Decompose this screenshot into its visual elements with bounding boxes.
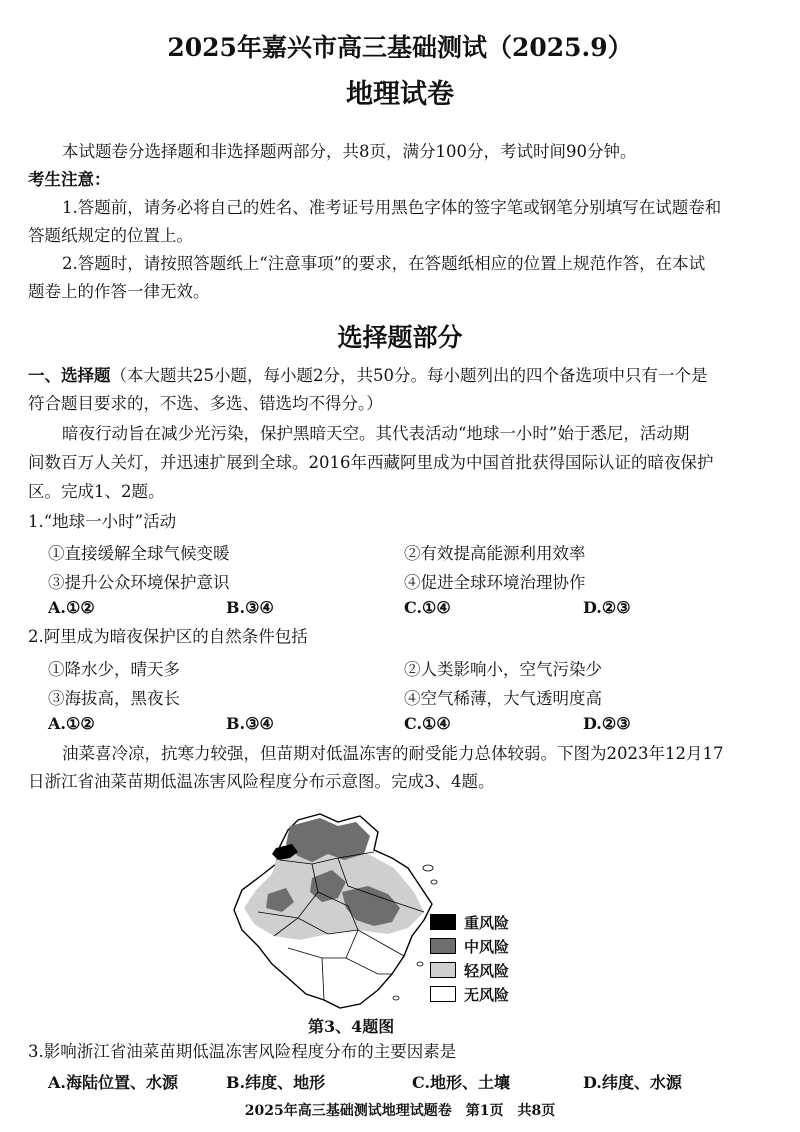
notice-item-2-line-2: 题卷上的作答一律无效。	[28, 282, 210, 301]
q3-option-d: D.纬度、水源	[583, 1073, 682, 1092]
q1-option-b: B.③④	[226, 598, 274, 617]
legend-swatch-high	[430, 914, 456, 930]
q2-statement-4: ④空气稀薄，大气透明度高	[404, 689, 602, 708]
passage1-line-1: 暗夜行动旨在减少光污染，保护黑暗天空。其代表活动“地球一小时”始于悉尼，活动期	[62, 424, 690, 443]
q1-stem: 1.“地球一小时”活动	[28, 512, 177, 531]
legend-label-light: 轻风险	[464, 962, 510, 980]
legend-swatch-medium	[430, 938, 456, 954]
q1-statement-4: ④促进全球环境治理协作	[404, 573, 586, 592]
legend-swatch-none	[430, 986, 456, 1002]
q1-statement-1: ①直接缓解全球气候变暖	[48, 544, 230, 563]
part1-desc: （本大题共25小题，每小题2分，共50分。每小题列出的四个备选项中只有一个是	[110, 366, 708, 385]
q3-option-b: B.纬度、地形	[226, 1073, 326, 1092]
passage1-line-2: 间数百万人关灯，并迅速扩展到全球。2016年西藏阿里成为中国首批获得国际认证的暗夜保护	[28, 453, 714, 472]
q2-statement-2: ②人类影响小，空气污染少	[404, 660, 602, 679]
q2-option-b: B.③④	[226, 714, 274, 733]
zhejiang-risk-map	[228, 808, 438, 1013]
q1-statement-2: ②有效提高能源利用效率	[404, 544, 586, 563]
q3-option-a: A.海陆位置、水源	[48, 1073, 178, 1092]
intro-text: 本试题卷分选择题和非选择题两部分，共8页，满分100分，考试时间90分钟。	[62, 142, 637, 161]
q2-option-a: A.①②	[48, 714, 95, 733]
part1-heading: 一、选择题	[28, 366, 111, 385]
q1-option-c: C.①④	[404, 598, 451, 617]
q2-option-c: C.①④	[404, 714, 451, 733]
q1-option-a: A.①②	[48, 598, 95, 617]
q2-statement-3: ③海拔高，黑夜长	[48, 689, 180, 708]
q2-statement-1: ①降水少，晴天多	[48, 660, 180, 679]
legend-label-high: 重风险	[464, 914, 510, 932]
part1-description-line-1	[28, 366, 708, 386]
q1-option-d: D.②③	[583, 598, 631, 617]
page-footer: 2025年高三基础测试地理试题卷 第1页 共8页	[244, 1103, 556, 1119]
notice-item-1-line-2: 答题纸规定的位置上。	[28, 226, 193, 245]
subject-title: 地理试卷	[346, 79, 454, 110]
notice-heading: 考生注意：	[28, 170, 111, 189]
legend-label-medium: 中风险	[464, 938, 510, 956]
q2-stem: 2.阿里成为暗夜保护区的自然条件包括	[28, 627, 308, 646]
figure-caption: 第3、4题图	[308, 1017, 395, 1036]
passage1-line-3: 区。完成1、2题。	[28, 482, 165, 501]
notice-item-1-line-1: 1.答题前，请务必将自己的姓名、准考证号用黑色字体的签字笔或钢笔分别填写在试题卷和	[62, 198, 722, 217]
legend-label-none: 无风险	[464, 986, 510, 1004]
q1-statement-3: ③提升公众环境保护意识	[48, 573, 230, 592]
part1-description-line-2: 符合题目要求的，不选、多选、错选均不得分。）	[28, 394, 383, 413]
exam-title: 2025年嘉兴市高三基础测试（2025.9）	[167, 33, 633, 62]
legend-swatch-light	[430, 962, 456, 978]
q3-option-c: C.地形、土壤	[412, 1073, 511, 1092]
section-title: 选择题部分	[337, 323, 463, 352]
q2-option-d: D.②③	[583, 714, 631, 733]
passage2-line-1: 油菜喜冷凉，抗寒力较强，但苗期对低温冻害的耐受能力总体较弱。下图为2023年12月17	[62, 744, 724, 763]
notice-item-2-line-1: 2.答题时，请按照答题纸上“注意事项”的要求，在答题纸相应的位置上规范作答，在本试	[62, 254, 706, 273]
q3-stem: 3.影响浙江省油菜苗期低温冻害风险程度分布的主要因素是	[28, 1042, 457, 1061]
passage2-line-2: 日浙江省油菜苗期低温冻害风险程度分布示意图。完成3、4题。	[28, 772, 495, 791]
